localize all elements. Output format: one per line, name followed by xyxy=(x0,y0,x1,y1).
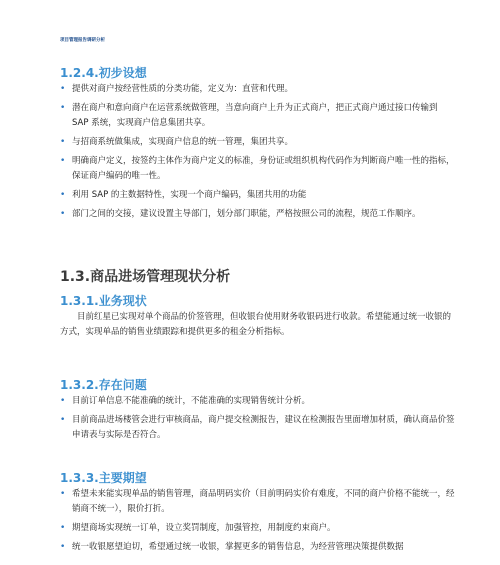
list-item-text: 提供对商户按经营性质的分类功能，定义为：直营和代理。 xyxy=(72,84,294,94)
bullet-icon: • xyxy=(60,156,66,166)
list-item xyxy=(60,188,455,203)
list-item xyxy=(60,82,455,97)
page-header: 项目管理报告调研分析 xyxy=(60,38,105,43)
bullet-icon: • xyxy=(60,415,66,425)
bullet-icon: • xyxy=(60,84,66,94)
list-item-text: 部门之间的交接，建议设置主导部门，划分部门职能，严格按照公司的流程，规范工作顺序。 xyxy=(72,209,421,219)
section-1-2-4-title: 1.2.4.初步设想 xyxy=(60,66,147,80)
bullet-icon: • xyxy=(60,523,66,533)
list-item xyxy=(60,101,455,131)
list-item xyxy=(60,487,455,517)
bullet-icon: • xyxy=(60,137,66,147)
list-item xyxy=(60,135,455,150)
list-item-text: 利用 SAP 的主数据特性，实现一个商户编码，集团共用的功能 xyxy=(72,190,307,200)
list-item-text: 希望未来能实现单品的销售管理，商品明码实价（目前明码实价有难度，不同的商户价格不能统一，经销商不统一），限价打折。 xyxy=(72,489,455,514)
list-item-text: 期望商场实现统一订单，设立奖罚制度，加强管控，用制度约束商户。 xyxy=(72,523,336,533)
bullet-icon: • xyxy=(60,396,66,406)
list-item-text: 统一收银愿望迫切，希望通过统一收银，掌握更多的销售信息，为经营管理决策提供数据 xyxy=(72,542,404,552)
list-item xyxy=(60,394,455,409)
bullet-icon: • xyxy=(60,489,66,499)
list-item xyxy=(60,154,455,184)
list-item-text: 明确商户定义，按签约主体作为商户定义的标准，身份证或组织机构代码作为判断商户唯一性的指标，保证商户编码的唯一性。 xyxy=(72,156,455,181)
list-item-text: 与招商系统做集成，实现商户信息的统一管理，集团共享。 xyxy=(72,137,294,147)
section-1-3-2-list xyxy=(60,394,455,447)
bullet-icon: • xyxy=(60,103,66,113)
list-item-text: 目前商品进场楼管会进行审核商品，商户提交检测报告，建议在检测报告里面增加材质，确认商品价签申请表与实际是否符合。 xyxy=(72,415,455,440)
list-item xyxy=(60,521,455,536)
section-1-3-1-paragraph: 目前红星已实现对单个商品的价签管理，但收银台使用财务收银码进行收款。希望能通过统一收银的方式，实现单品的销售业绩跟踪和提供更多的租金分析指标。 xyxy=(60,312,452,337)
bullet-icon: • xyxy=(60,190,66,200)
list-item xyxy=(60,207,455,222)
list-item-text: 潜在商户和意向商户在运营系统做管理，当意向商户上升为正式商户，把正式商户通过接口传输到 SAP 系统，实现商户信息集团共享。 xyxy=(72,103,438,128)
section-1-3-3-list xyxy=(60,487,455,559)
list-item-text: 目前订单信息不能准确的统计，不能准确的实现销售统计分析。 xyxy=(72,396,311,406)
section-1-2-4-list xyxy=(60,82,455,226)
list-item xyxy=(60,540,455,555)
section-1-3-2-title: 1.3.2.存在问题 xyxy=(60,378,147,392)
section-1-3-1-title: 1.3.1.业务现状 xyxy=(60,294,147,308)
section-1-3-3-title: 1.3.3.主要期望 xyxy=(60,471,147,485)
list-item xyxy=(60,413,455,443)
section-1-3-title: 1.3.商品进场管理现状分析 xyxy=(60,269,231,285)
bullet-icon: • xyxy=(60,209,66,219)
bullet-icon: • xyxy=(60,542,66,552)
